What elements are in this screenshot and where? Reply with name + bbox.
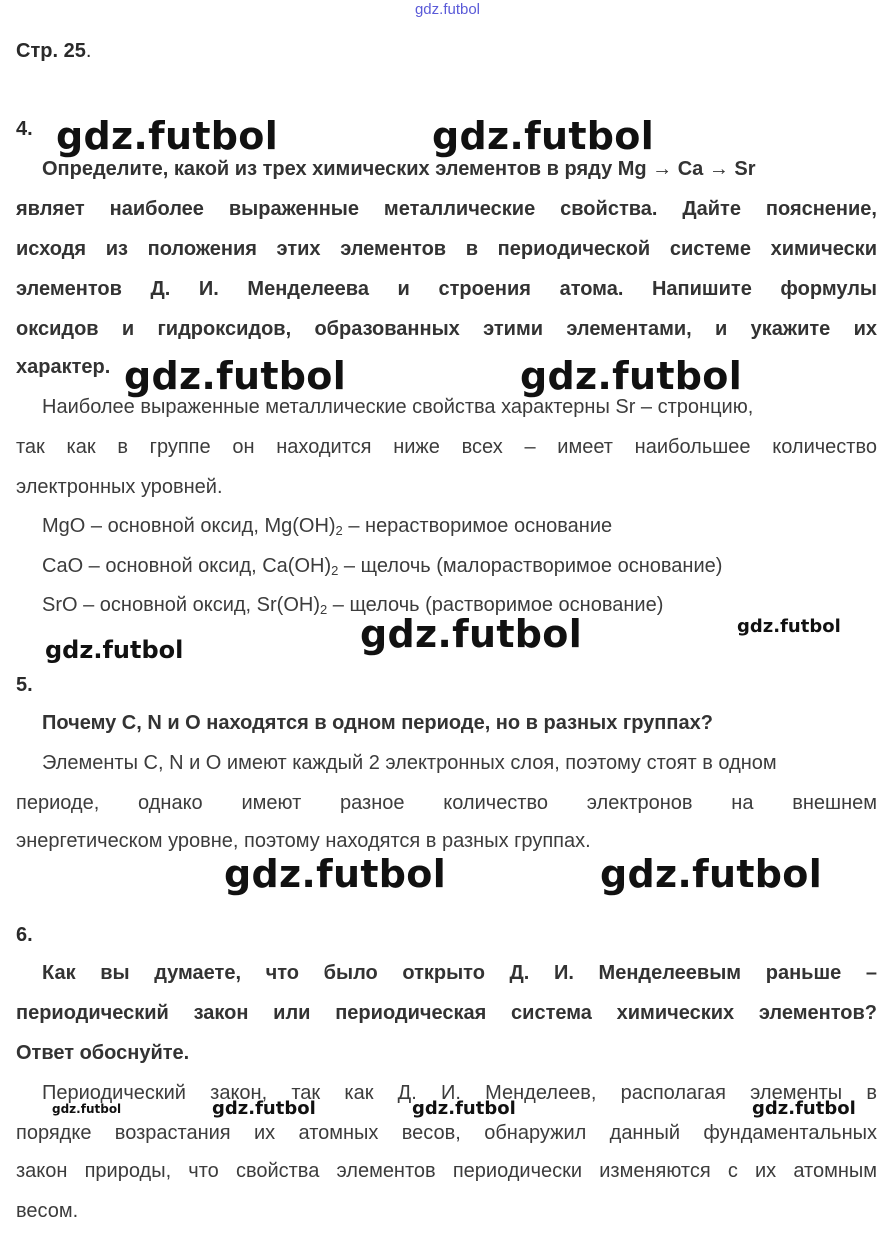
oxide-text: – щелочь (малорастворимое основание) [338, 555, 723, 577]
watermark: gdz.futbol [600, 852, 823, 896]
watermark: gdz.futbol [56, 114, 279, 158]
task-5-question: Почему C, N и O находятся в одном периоде, но в разных группах? [42, 712, 713, 734]
watermark: gdz.futbol [520, 354, 743, 398]
task-4-answer-line: так как в группе он находится ниже всех – имеет наибольшее количество [16, 436, 877, 458]
watermark: gdz.futbol [45, 636, 184, 664]
task-5-answer-line: периоде, однако имеют разное количество электронов на внешнем [16, 792, 877, 814]
task-4-question-line: оксидов и гидроксидов, образованных этими элементами, и укажите их [16, 318, 877, 340]
page-reference [16, 40, 91, 63]
task-6-question-line: Как вы думаете, что было открыто Д. И. Менделеевым раньше – [42, 962, 877, 984]
watermark: gdz.futbol [432, 114, 655, 158]
oxide-row-mg [42, 515, 612, 538]
task-6-answer-line: закон природы, что свойства элементов периодически изменяются с их атомным [16, 1160, 877, 1182]
top-watermark: gdz.futbol [414, 1, 481, 18]
task-6-answer-line: Периодический закон, так как Д. И. Менделеев, располагая элементы в [42, 1082, 877, 1104]
task-4-question-line: исходя из положения этих элементов в периодической системе химически [16, 238, 877, 260]
task-4-number: 4. [16, 118, 33, 140]
watermark: gdz.futbol [737, 616, 841, 637]
page-reference-label: Стр. 25 [16, 40, 86, 62]
task-6-number: 6. [16, 924, 33, 946]
page-reference-dot: . [85, 40, 92, 62]
task-4-question-line: элементов Д. И. Менделеева и строения атома. Напишите формулы [16, 278, 877, 300]
task-4-question-line: характер. [16, 356, 111, 378]
watermark: gdz.futbol [360, 612, 583, 656]
task-6-answer-line: порядке возрастания их атомных весов, обнаружил данный фундаментальных [16, 1122, 877, 1144]
oxide-subscript: 2 [319, 602, 328, 617]
task-5-answer-line: Элементы C, N и O имеют каждый 2 электронных слоя, поэтому стоят в одном [42, 752, 777, 774]
task-4-question-line: Определите, какой из трех химических элементов в ряду Mg → Ca → Sr [42, 158, 756, 180]
task-5-number: 5. [16, 674, 33, 696]
oxide-subscript: 2 [331, 563, 339, 578]
watermark: gdz.futbol [52, 1102, 122, 1116]
watermark: gdz.futbol [752, 1098, 856, 1119]
task-4-answer-line: Наиболее выраженные металлические свойства характерны Sr – стронцию, [42, 396, 754, 418]
oxide-row-ca [42, 555, 722, 578]
task-4-question-line: являет наиболее выраженные металлические свойства. Дайте пояснение, [16, 198, 877, 220]
watermark: gdz.futbol [224, 852, 447, 896]
task-5-answer-line: энергетическом уровне, поэтому находятся в разных группах. [16, 830, 591, 852]
oxide-text: CaO – основной оксид, Ca(OH) [42, 555, 332, 577]
watermark: gdz.futbol [124, 354, 347, 398]
oxide-text: SrO – основной оксид, Sr(OH) [42, 594, 320, 616]
oxide-text: – нерастворимое основание [342, 515, 613, 537]
oxide-text: – щелочь (растворимое основание) [327, 594, 664, 616]
oxide-subscript: 2 [335, 523, 343, 538]
watermark: gdz.futbol [212, 1098, 316, 1119]
task-6-answer-line: весом. [16, 1200, 79, 1222]
oxide-text: MgO – основной оксид, Mg(OH) [42, 515, 336, 537]
task-6-question-line: периодический закон или периодическая система химических элементов? [16, 1002, 877, 1024]
watermark: gdz.futbol [412, 1098, 516, 1119]
task-4-answer-line: электронных уровней. [16, 476, 223, 498]
task-6-question-line: Ответ обоснуйте. [16, 1042, 190, 1064]
